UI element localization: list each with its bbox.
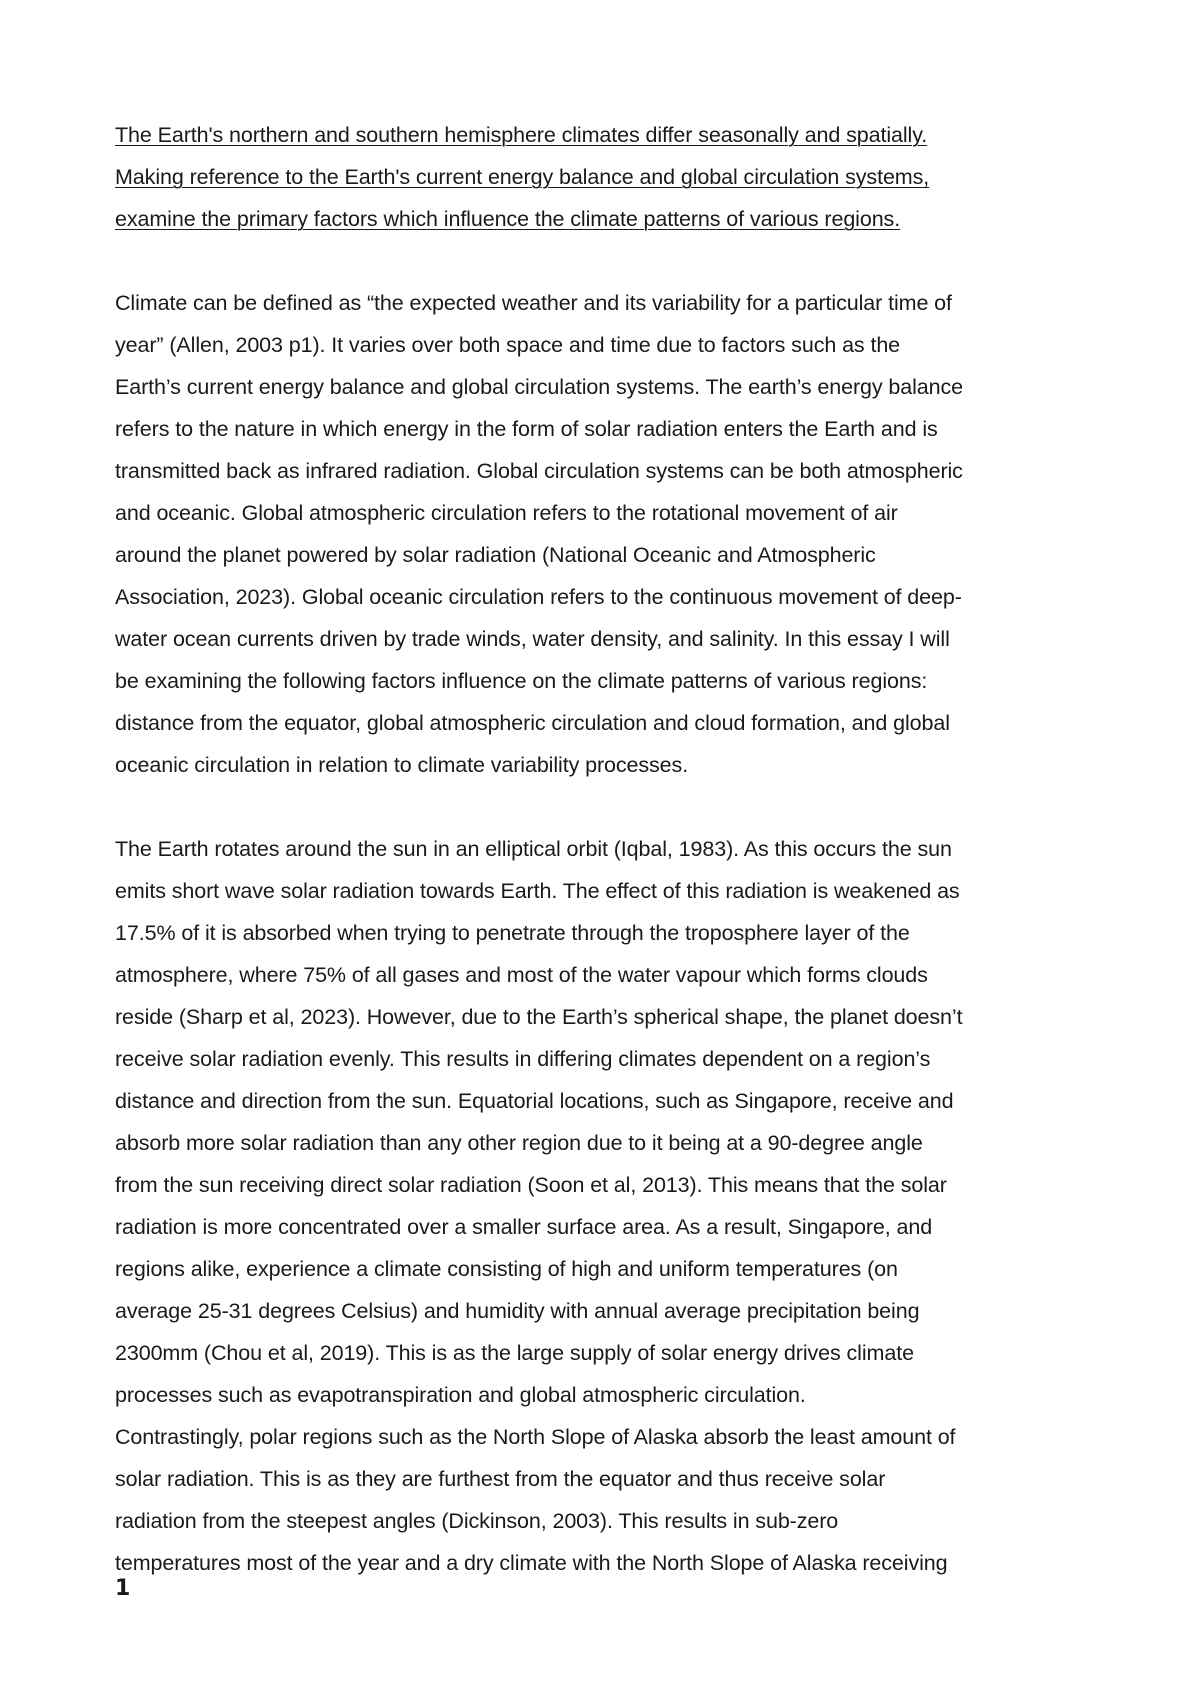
paragraph-line: Contrastingly, polar regions such as the North Slope of Alaska absorb the least amount of <box>115 1425 956 1449</box>
body-paragraph <box>115 828 1090 1584</box>
paragraph-line: distance from the equator, global atmospheric circulation and cloud formation, and global <box>115 711 950 735</box>
paragraph-line: atmosphere, where 75% of all gases and most of the water vapour which forms clouds <box>115 963 928 987</box>
paragraph-line: reside (Sharp et al, 2023). However, due to the Earth’s spherical shape, the planet doesn’t <box>115 1005 963 1029</box>
paragraph-line: be examining the following factors influence on the climate patterns of various regions: <box>115 669 928 693</box>
paragraph-line: and oceanic. Global atmospheric circulation refers to the rotational movement of air <box>115 501 898 525</box>
paragraph-line: Earth’s current energy balance and global circulation systems. The earth’s energy balance <box>115 375 964 399</box>
paragraph-line: around the planet powered by solar radiation (National Oceanic and Atmospheric <box>115 543 876 567</box>
paragraph-line: distance and direction from the sun. Equatorial locations, such as Singapore, receive and <box>115 1089 954 1113</box>
paragraph-line: 2300mm (Chou et al, 2019). This is as the large supply of solar energy drives climate <box>115 1341 914 1365</box>
paragraph-line: average 25-31 degrees Celsius) and humidity with annual average precipitation being <box>115 1299 920 1323</box>
paragraph-line: regions alike, experience a climate consisting of high and uniform temperatures (on <box>115 1257 898 1281</box>
paragraph-line: absorb more solar radiation than any other region due to it being at a 90-degree angle <box>115 1131 923 1155</box>
essay-question-line: Making reference to the Earth's current energy balance and global circulation systems, <box>115 165 930 189</box>
paragraph-line: temperatures most of the year and a dry climate with the North Slope of Alaska receiving <box>115 1551 948 1575</box>
paragraph-line: transmitted back as infrared radiation. Global circulation systems can be both atmospheric <box>115 459 963 483</box>
paragraph-line: processes such as evapotranspiration and global atmospheric circulation. <box>115 1383 806 1407</box>
paragraph-line: year” (Allen, 2003 p1). It varies over both space and time due to factors such as the <box>115 333 901 357</box>
paragraph-line: oceanic circulation in relation to climate variability processes. <box>115 753 689 777</box>
paragraph-line: The Earth rotates around the sun in an elliptical orbit (Iqbal, 1983). As this occurs the sun <box>115 837 952 861</box>
introduction-paragraph <box>115 282 1090 786</box>
paragraph-line: solar radiation. This is as they are furthest from the equator and thus receive solar <box>115 1467 886 1491</box>
paragraph-line: 17.5% of it is absorbed when trying to penetrate through the troposphere layer of the <box>115 921 910 945</box>
paragraph-line: refers to the nature in which energy in the form of solar radiation enters the Earth and is <box>115 417 938 441</box>
paragraph-line: from the sun receiving direct solar radiation (Soon et al, 2013). This means that the solar <box>115 1173 947 1197</box>
document-body <box>115 114 1090 1584</box>
paragraph-line: Association, 2023). Global oceanic circulation refers to the continuous movement of deep- <box>115 585 962 609</box>
paragraph-line: emits short wave solar radiation towards Earth. The effect of this radiation is weakened as <box>115 879 960 903</box>
paragraph-line: Climate can be defined as “the expected weather and its variability for a particular time of <box>115 291 952 315</box>
essay-question <box>115 114 1090 240</box>
essay-question-line: The Earth's northern and southern hemisphere climates differ seasonally and spatially. <box>115 123 928 147</box>
paragraph-line: radiation is more concentrated over a smaller surface area. As a result, Singapore, and <box>115 1215 933 1239</box>
page-number: 1 <box>115 1576 131 1601</box>
paragraph-line: receive solar radiation evenly. This results in differing climates dependent on a region’s <box>115 1047 931 1071</box>
essay-question-line: examine the primary factors which influence the climate patterns of various regions. <box>115 207 901 231</box>
paragraph-line: water ocean currents driven by trade winds, water density, and salinity. In this essay I will <box>115 627 950 651</box>
paragraph-line: radiation from the steepest angles (Dickinson, 2003). This results in sub-zero <box>115 1509 839 1533</box>
